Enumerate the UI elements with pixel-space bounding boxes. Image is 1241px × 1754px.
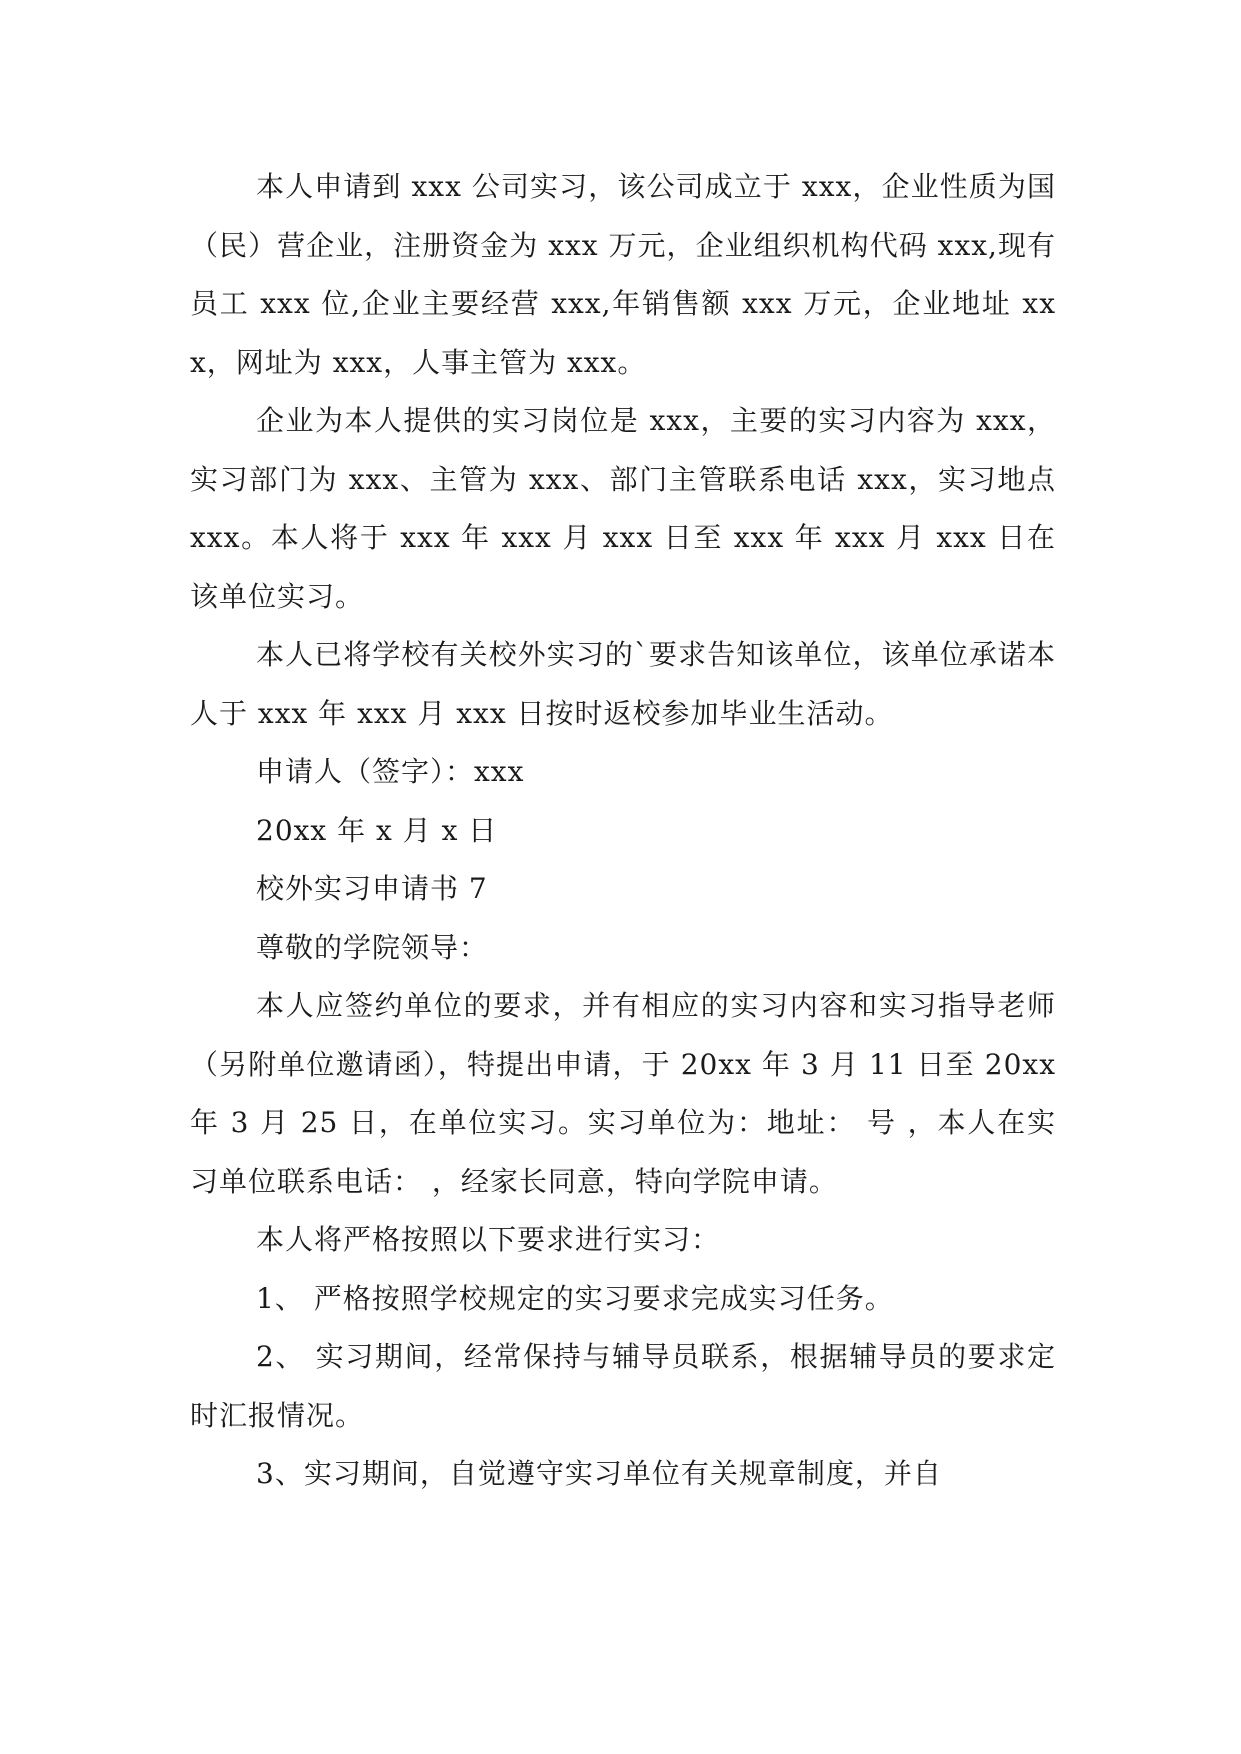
requirement-item-3: 3、实习期间，自觉遵守实习单位有关规章制度，并自 — [256, 1457, 942, 1490]
salutation: 尊敬的学院领导： — [256, 930, 489, 964]
paragraph-internship-position: 企业为本人提供的实习岗位是 xxx，主要的实习内容为 xxx，实习部门为 xxx、主管为 xxx、部门主管联系电话 xxx，实习地点 xxx。本人将于 xxx 年 xxx 月 xxx 日至 xxx 年 xxx 月 xxx 日在该单位实习。 — [190, 404, 1056, 613]
requirements-intro: 本人将严格按照以下要求进行实习： — [256, 1223, 721, 1256]
paragraph-company-info: 本人申请到 xxx 公司实习，该公司成立于 xxx，企业性质为国（民）营企业，注册资金为 xxx 万元，企业组织机构代码 xxx,现有员工 xxx 位,企业主要经营 xxx,年销售额 xxx 万元，企业地址 xxx，网址为 xxx，人事主管为 xxx。 — [190, 170, 1056, 379]
document-body — [190, 158, 1056, 1504]
paragraph-application-request: 本人应签约单位的要求，并有相应的实习内容和实习指导老师（另附单位邀请函），特提出申请，于 20xx 年 3 月 11 日至 20xx 年 3 月 25 日，在单位实习。实习单位为：地址： 号 ，本人在实习单位联系电话： ，经家长同意，特向学院申请。 — [190, 989, 1056, 1198]
signature-date: 20xx 年 x 月 x 日 — [256, 813, 498, 847]
requirement-item-1: 1、 严格按照学校规定的实习要求完成实习任务。 — [256, 1281, 894, 1315]
requirement-item-2: 2、 实习期间，经常保持与辅导员联系，根据辅导员的要求定时汇报情况。 — [190, 1340, 1056, 1432]
section-title: 校外实习申请书 7 — [256, 872, 488, 905]
paragraph-school-notice: 本人已将学校有关校外实习的`要求告知该单位，该单位承诺本人于 xxx 年 xxx 月 xxx 日按时返校参加毕业生活动。 — [190, 638, 1056, 730]
applicant-signature: 申请人（签字）：xxx — [256, 755, 525, 788]
